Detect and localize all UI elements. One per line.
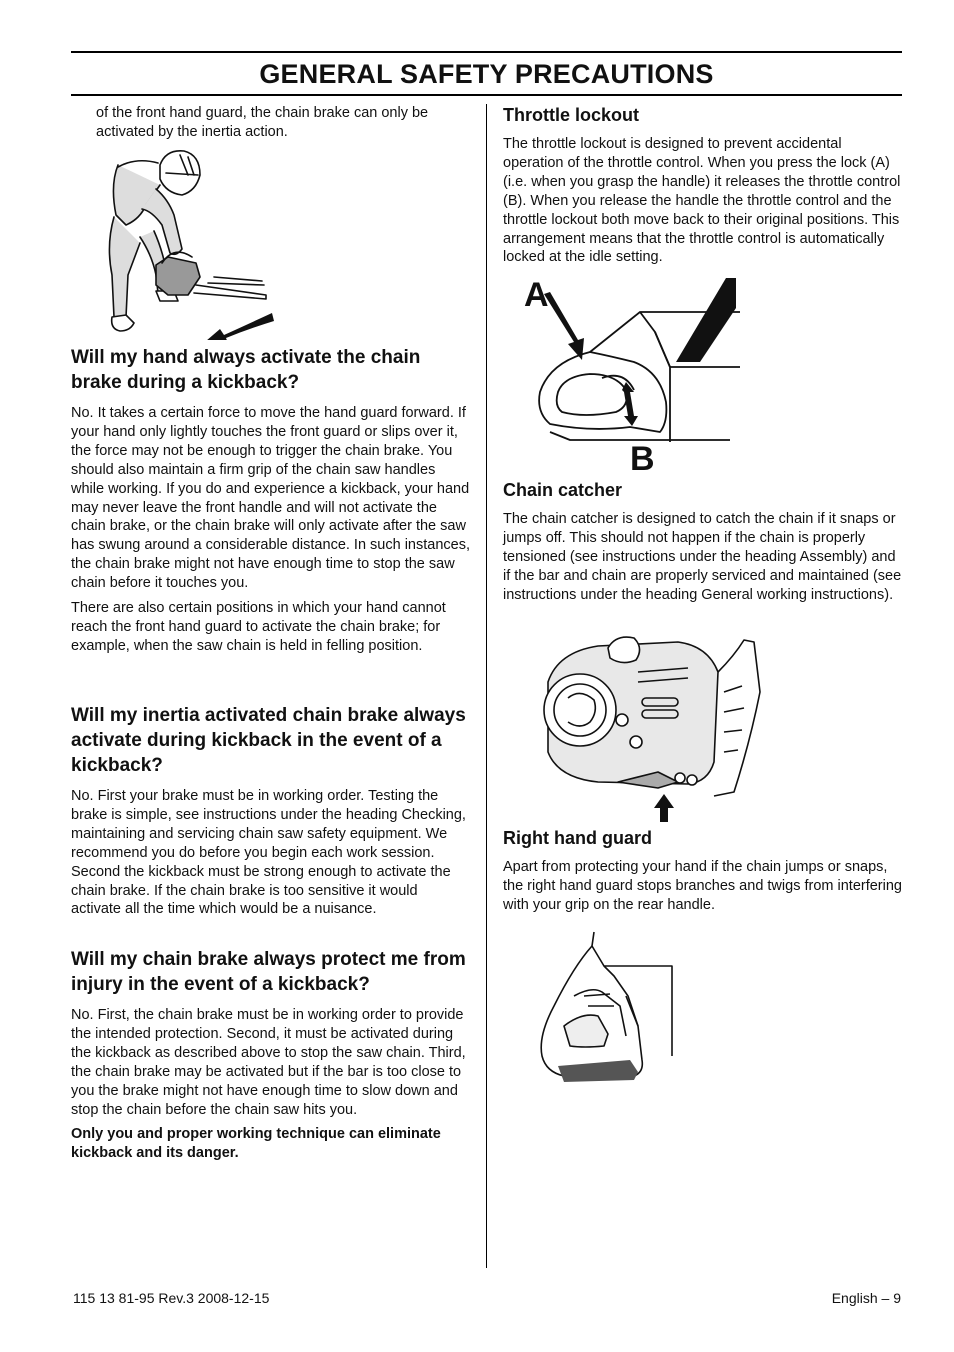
intro-paragraph: of the front hand guard, the chain brake can only be activated by the inertia action.	[96, 105, 429, 140]
label-a: A	[524, 276, 549, 314]
section-inertia-brake: Will my inertia activated chain brake always activate during kickback in the event of a kickback? No. First your brake must be in working order. Testing the brake is simple, see instructions under the heading Checking, maintaining and servicing chain saw safety equipment. We recommend you do before you begin each work session. Second the kickback must be strong enough to activate the chain brake. If the chain brake is too sensitive it would activate all the time which would be a nuisance.	[71, 703, 471, 919]
right-hand-guard-illustration	[534, 926, 679, 1086]
section-heading: Throttle lockout	[503, 105, 639, 125]
header-rule-top	[71, 51, 902, 53]
header-rule-bottom	[71, 94, 902, 96]
kickback-operator-illustration	[96, 145, 276, 340]
column-divider	[486, 104, 487, 1268]
chain-catcher-illustration	[538, 632, 763, 822]
section-heading: Will my chain brake always protect me from injury in the event of a kickback?	[71, 949, 466, 995]
section-chain-catcher: Chain catcher The chain catcher is designed to catch the chain if it snaps or jumps off. This should not happen if the chain is properly tensioned (see instructions under the heading Assembly) and if the bar and chain are properly serviced and maintained (see instructions under the heading General working instructions).	[503, 480, 902, 603]
throttle-lockout-figure	[524, 272, 740, 478]
document-number: 115 13 81-95 Rev.3 2008-12-15	[73, 1290, 270, 1306]
section-heading: Will my hand always activate the chain brake during a kickback?	[71, 347, 421, 393]
section-heading: Chain catcher	[503, 480, 623, 500]
page-number: English – 9	[831, 1290, 901, 1306]
page-title: GENERAL SAFETY PRECAUTIONS	[259, 59, 714, 89]
section-heading: Right hand guard	[503, 828, 652, 848]
section-throttle-lockout: Throttle lockout The throttle lockout is designed to prevent accidental operation of the throttle control. When you press the lock (A) (i.e. when you grasp the handle) it releases the throttle control (B). When you release the handle the throttle control and the throttle lockout both move back to their original positions. This arrangement means that the throttle control is automatically locked at the idle setting.	[503, 104, 903, 267]
section-heading: Will my inertia activated chain brake always activate during kickback in the event of a kickback?	[71, 705, 466, 776]
warning-text: Only you and proper working technique can eliminate kickback and its danger.	[71, 1126, 441, 1162]
section-right-hand-guard: Right hand guard Apart from protecting your hand if the chain jumps or snaps, the right hand guard stops branches and twigs from interfering with your grip on the rear handle.	[503, 828, 902, 913]
section-hand-kickback: Will my hand always activate the chain brake during a kickback? No. It takes a certain force to move the hand guard forward. If your hand only lightly touches the front guard or slips over it, the force may not be enough to trigger the chain brake. You should also maintain a firm grip of the chain saw handles while working. If you do and experience a kickback, your hand may never leave the front handle and will not activate the chain brake, or the chain brake will only activate after the saw has swung around a considerable distance. In such instances, the chain brake might not have enough time to stop the saw chain before it touches you. There are also certain positions in which your hand cannot reach the front hand guard to activate the chain brake; for example, when the saw chain is held in felling position.	[71, 347, 470, 654]
label-b: B	[630, 440, 655, 478]
section-brake-protection: Will my chain brake always protect me from injury in the event of a kickback? No. First, the chain brake must be in working order to provide the intended protection. Second, it must be activated during the kickback as described above to stop the saw chain. Third, the chain brake may be activated but if the bar is too close to you the brake might not have enough time to slow down and stop the chain before the chain saw hits you. Only you and proper working technique can eliminate kickback and its danger.	[71, 947, 471, 1163]
